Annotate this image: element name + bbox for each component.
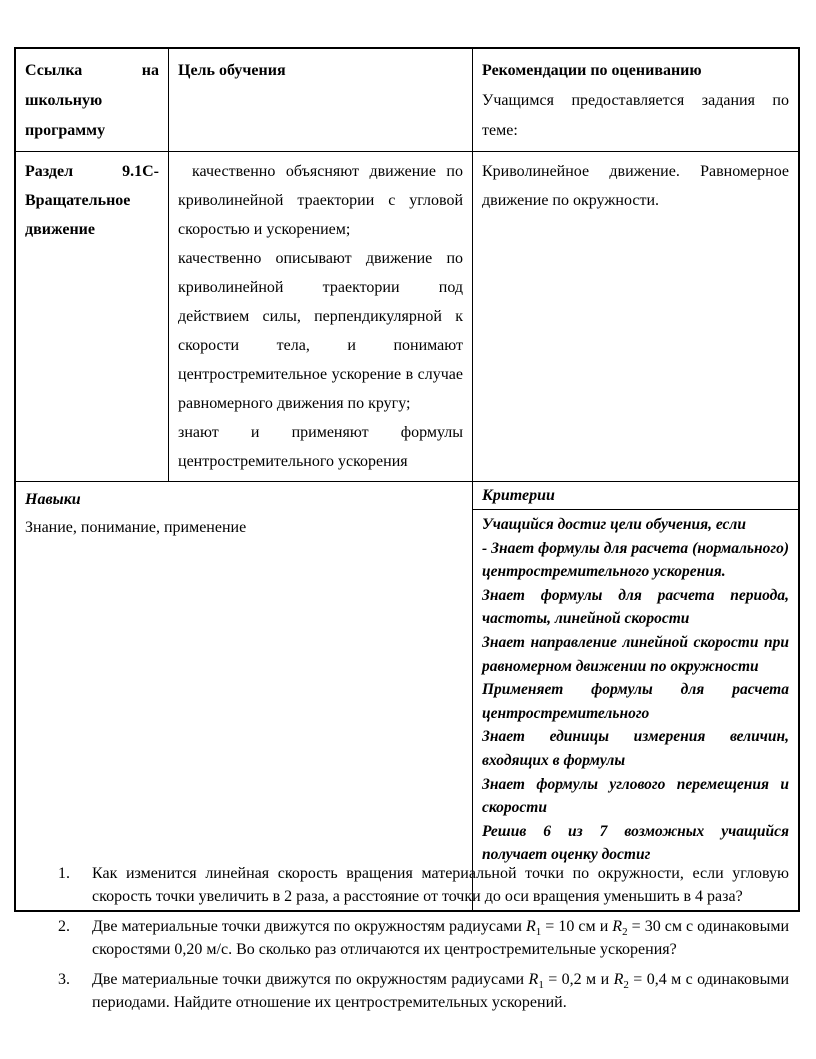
- header-line: школьную: [25, 92, 103, 109]
- question-item: [58, 968, 790, 1014]
- cell-section-title: [16, 152, 169, 482]
- header-title: Цель обучения: [178, 62, 286, 79]
- question-number: 3.: [58, 971, 70, 988]
- question-item: [58, 862, 789, 908]
- cell-assessment-topic: [473, 152, 798, 482]
- goal-paragraph: качественно описывают движение по криволинейной траектории под действием силы, перпендикулярной к скорости тела, и понимают центростремительное ускорение в случае равномерного движения по кругу;: [178, 250, 463, 412]
- header-line: Ссылка на: [25, 62, 159, 79]
- question-text: Две материальные точки движутся по окружностям радиусами $R_1 = 0,2$ м и $R_2 = 0,4$ м с одинаковыми периодами. Найдите отношение их центростремительных ускорений.: [92, 971, 790, 1011]
- header-cell-learning-goal: [169, 49, 473, 152]
- curriculum-table: [14, 47, 800, 912]
- section-line: Раздел 9.1С-: [25, 163, 159, 180]
- criteria-item: Применяет формулы для расчета центростремительного: [482, 681, 789, 722]
- header-title: Рекомендации по оцениванию: [482, 62, 702, 79]
- skills-text: Знание, понимание, применение: [25, 519, 247, 536]
- header-text-line: Учащимся предоставляется задания по: [482, 92, 789, 109]
- criteria-item: Решив 6 из 7 возможных учащийся получает оценку достиг: [482, 822, 789, 864]
- header-cell-assessment-recommendations: [473, 49, 798, 152]
- cell-skills: [16, 482, 473, 910]
- skills-title: Навыки: [25, 491, 81, 508]
- criteria-item: Знает формулы углового перемещения и скорости: [482, 775, 789, 817]
- cell-criteria-title: [473, 482, 798, 510]
- section-line: движение: [25, 221, 95, 238]
- criteria-item: Знает единицы измерения величин, входящих в формулы: [482, 728, 789, 769]
- header-cell-program-link: [16, 49, 169, 152]
- criteria-item: Знает формулы для расчета периода, частоты, линейной скорости: [482, 586, 789, 628]
- criteria-title: Критерии: [482, 487, 555, 504]
- cell-criteria-body: [473, 510, 798, 910]
- header-line: программу: [25, 122, 106, 139]
- cell-learning-goals: [169, 152, 473, 482]
- criteria-item: Знает направление линейной скорости при равномерном движении по окружности: [482, 633, 789, 675]
- goal-paragraph: качественно объясняют движение по криволинейной траектории с угловой скоростью и ускорением;: [178, 163, 463, 238]
- assessment-topic-text: Криволинейное движение. Равномерное движение по окружности.: [482, 163, 789, 209]
- criteria-item: - Знает формулы для расчета (нормального) центростремительного ускорения.: [482, 539, 789, 581]
- question-text: Как изменится линейная скорость вращения материальной точки по окружности, если угловую скорость точки увеличить в 2 раза, а расстояние от точки до оси вращения уменьшить в 4 раза?: [92, 865, 789, 905]
- questions-list: [58, 862, 790, 1021]
- section-line: Вращательное: [25, 192, 131, 209]
- goal-paragraph: знают и применяют формулы центростремительного ускорения: [178, 424, 463, 470]
- question-item: [58, 915, 790, 961]
- criteria-intro: Учащийся достиг цели обучения, если: [482, 516, 746, 533]
- question-text: Две материальные точки движутся по окружностям радиусами $R_1 = 10$ см и $R_2 = 30$ см с одинаковыми скоростями 0,20 м/с. Во сколько раз отличаются их центростремительные ускорения?: [92, 918, 790, 958]
- question-number: 1.: [58, 865, 70, 882]
- header-text-line: теме:: [482, 122, 518, 139]
- question-number: 2.: [58, 918, 70, 935]
